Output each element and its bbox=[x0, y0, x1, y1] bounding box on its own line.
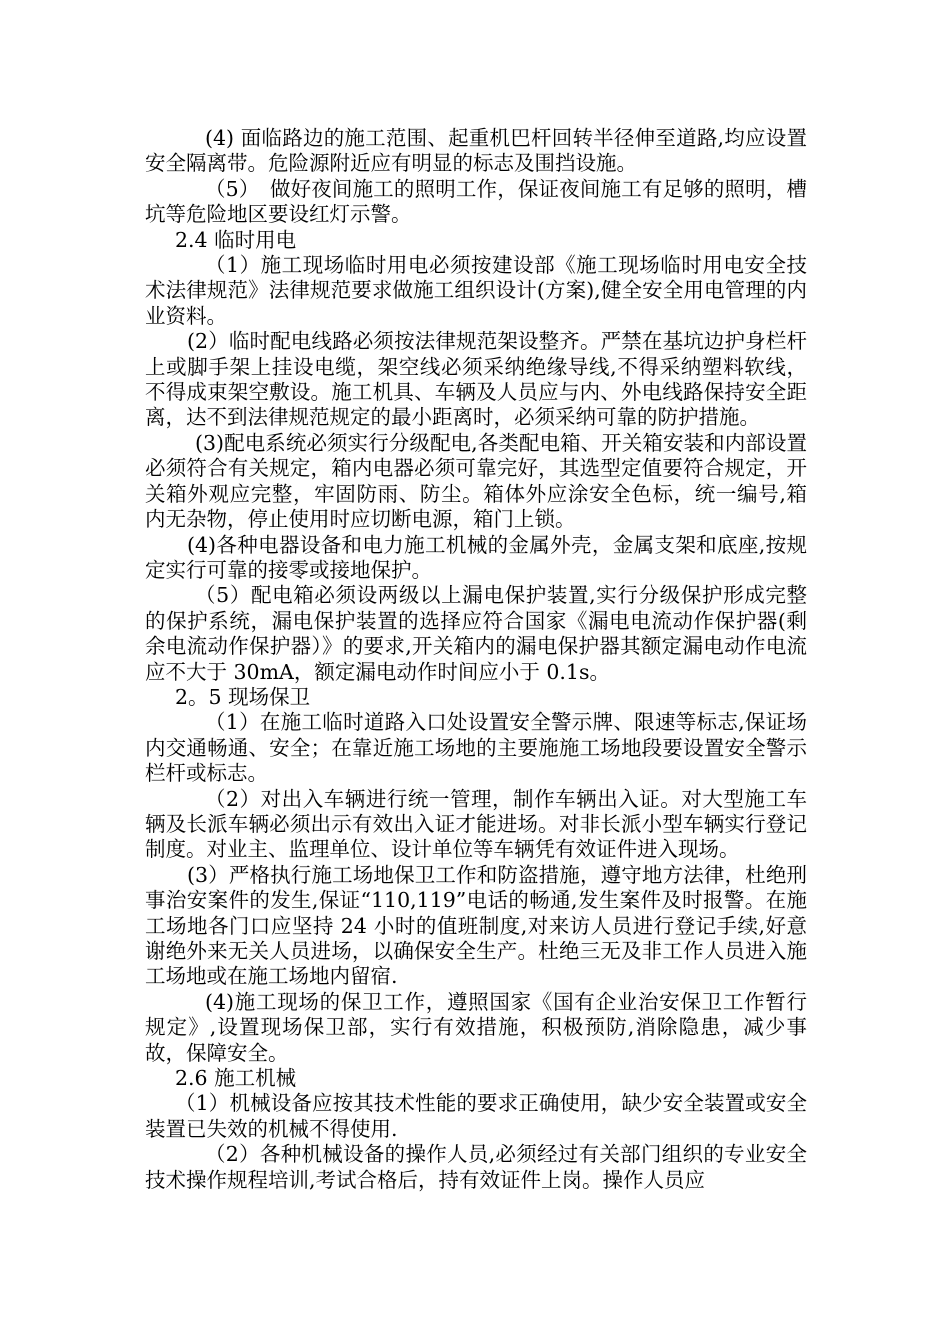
document-body bbox=[145, 126, 807, 1193]
paragraph-2-6-item-2: （2）各种机械设备的操作人员,必须经过有关部门组织的专业安全技术操作规程培训,考试合格后，持有效证件上岗。操作人员应 bbox=[145, 1142, 807, 1192]
paragraph-2-5-item-1: （1）在施工临时道路入口处设置安全警示牌、限速等标志,保证场内交通畅通、安全；在靠近施工场地的主要施施工场地段要设置安全警示栏杆或标志。 bbox=[145, 710, 807, 786]
paragraph-2-3-item-5: （5） 做好夜间施工的照明工作，保证夜间施工有足够的照明，槽坑等危险地区要设红灯示警。 bbox=[145, 176, 807, 227]
paragraph-2-4-item-4: (4)各种电器设备和电力施工机械的金属外壳，金属支架和底座,按规定实行可靠的接零或接地保护。 bbox=[145, 532, 807, 582]
paragraph-2-3-item-4: (4) 面临路边的施工范围、起重机巴杆回转半径伸至道路,均应设置安全隔离带。危险源附近应有明显的标志及围挡设施。 bbox=[145, 126, 807, 176]
section-heading-2-4: 2.4 临时用电 bbox=[175, 227, 297, 252]
paragraph-2-5-item-4: (4)施工现场的保卫工作，遵照国家《国有企业治安保卫工作暂行规定》,设置现场保卫部，实行有效措施，积极预防,消除隐患，减少事故，保障安全。 bbox=[145, 989, 807, 1065]
paragraph-2-5-item-2: （2）对出入车辆进行统一管理，制作车辆出入证。对大型施工车辆及长派车辆必须出示有效出入证才能进场。对非长派小型车辆实行登记制度。对业主、监理单位、设计单位等车辆凭有效证件进入现场。 bbox=[145, 786, 807, 862]
paragraph-2-5-item-3: (3）严格执行施工场地保卫工作和防盗措施，遵守地方法律，杜绝刑事治安案件的发生,保证“110,119”电话的畅通,发生案件及时报警。在施工场地各门口应坚持 24 小时的值班制度,对来访人员进行登记手续,好意谢绝外来无关人员进场，以确保安全生产。杜绝三无及非工作人员进入施工场地或在施工场地内留宿. bbox=[145, 862, 807, 989]
paragraph-2-4-item-1: （1）施工现场临时用电必须按建设部《施工现场临时用电安全技术法律规范》法律规范要求做施工组织设计(方案),健全安全用电管理的内业资料。 bbox=[145, 253, 807, 328]
paragraph-2-4-item-5: （5）配电箱必须设两级以上漏电保护装置,实行分级保护形成完整的保护系统，漏电保护装置的选择应符合国家《漏电电流动作保护器(剩余电流动作保护器）》的要求,开关箱内的漏电保护器其额定漏电动作电流应不大于 30mA，额定漏电动作时间应小于 0.1s。 bbox=[145, 583, 807, 684]
section-heading-2-6: 2.6 施工机械 bbox=[175, 1066, 297, 1091]
paragraph-2-4-item-2: (2）临时配电线路必须按法律规范架设整齐。严禁在基坑边护身栏杆上或脚手架上挂设电缆，架空线必须采纳绝缘导线,不得采纳塑料软线，不得成束架空敷设。施工机具、车辆及人员应与内、外电线路保持安全距离，达不到法律规范规定的最小距离时，必须采纳可靠的防护措施。 bbox=[145, 329, 807, 430]
section-heading-2-5: 2。5 现场保卫 bbox=[175, 684, 311, 709]
paragraph-2-6-item-1: （1）机械设备应按其技术性能的要求正确使用，缺少安全装置或安全装置已失效的机械不得使用. bbox=[145, 1091, 807, 1141]
paragraph-2-4-item-3: (3)配电系统必须实行分级配电,各类配电箱、开关箱安装和内部设置必须符合有关规定，箱内电器必须可靠完好，其选型定值要符合规定，开关箱外观应完整，牢固防雨、防尘。箱体外应涂安全色标，统一编号,箱内无杂物，停止使用时应切断电源，箱门上锁。 bbox=[145, 430, 807, 532]
